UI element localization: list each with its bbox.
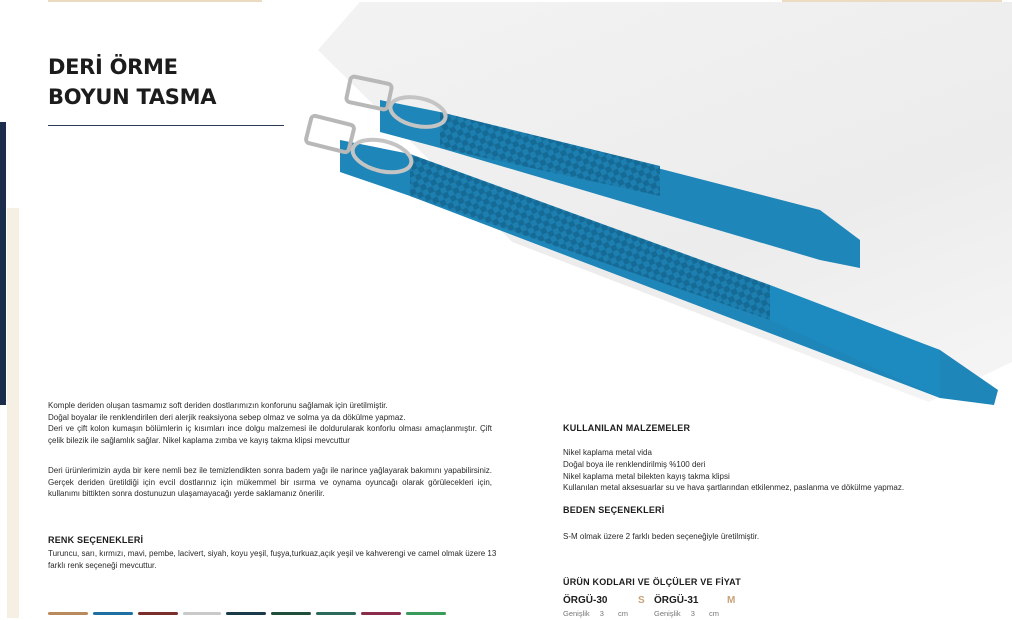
materials-item: Nikel kaplama metal bilekten kayış takma klipsi xyxy=(563,471,730,481)
title-underline xyxy=(48,125,284,126)
product-description xyxy=(48,400,492,446)
color-options-text: Turuncu, sarı, kırmızı, mavi, pembe, lacivert, siyah, koyu yeşil, fuşya,turkuaz,açık yeşil ve kahverengi ve camel olmak üzere 13 farklı renk seçeneği mevcuttur. xyxy=(48,549,497,570)
width-label: Genişlik xyxy=(654,609,681,618)
title-line-2: BOYUN TASMA xyxy=(48,85,217,109)
materials-heading: KULLANILAN MALZEMELER xyxy=(563,423,691,433)
color-swatch xyxy=(183,612,221,615)
color-swatch xyxy=(316,612,356,615)
product-code: ÖRGÜ-30 xyxy=(563,595,608,606)
side-accent-bar xyxy=(0,122,6,405)
size-label: S xyxy=(638,595,645,606)
color-swatch xyxy=(48,612,88,615)
color-options-heading: RENK SEÇENEKLERİ xyxy=(48,535,144,545)
width-spec xyxy=(654,609,719,618)
product-codes-heading: ÜRÜN KODLARI VE ÖLÇÜLER VE FİYAT xyxy=(563,577,741,587)
size-options-text: S-M olmak üzere 2 farklı beden seçeneğiyle üretilmiştir. xyxy=(563,532,760,541)
materials-list xyxy=(563,447,1003,494)
page-title xyxy=(48,52,216,112)
materials-item: Nikel kaplama metal vida xyxy=(563,448,652,457)
description-line: Deri ve çift kolon kumaşın bölümlerin iç kısımları ince dolgu malzemesi ile doldurularak konforlu olması amaçlanmıştır. Çift çelik bilezik ile sağlamlık sağlar. Nikel kaplama zımba ve kayış takma klipsi mevcuttur xyxy=(48,424,492,445)
top-rule-right xyxy=(782,0,1002,2)
top-rule-left xyxy=(48,0,262,2)
side-beige-bar xyxy=(7,208,19,618)
width-value: 3 xyxy=(599,609,604,618)
care-instructions: Deri ürünlerimizin ayda bir kere nemli bez ile temizlendikten sonra badem yağı ile narince yağlayarak bakımını yapabilirsiniz. Gerçek deriden üretildiği için evcil dostlarınız için mükemmel bir ısırma ve oynama oyuncağı olarak görülecekleri için, kullanımı bittikten sonra dostunuzun ulaşamayacağı yerde saklamanız önerilir. xyxy=(48,466,492,498)
title-line-1: DERİ ÖRME xyxy=(48,55,178,79)
size-label: M xyxy=(727,595,736,606)
product-code: ÖRGÜ-31 xyxy=(654,595,699,606)
color-swatch xyxy=(361,612,401,615)
color-swatch xyxy=(138,612,178,615)
color-swatch xyxy=(226,612,266,615)
description-line: Doğal boyalar ile renklendirilen deri alerjik reaksiyona sebep olmaz ve solma ya da dökülme yapmaz. xyxy=(48,412,406,422)
width-unit: cm xyxy=(618,609,629,618)
materials-item: Kullanılan metal aksesuarlar su ve hava şartlarından etkilenmez, paslanma ve dökülme yapmaz. xyxy=(563,483,905,493)
width-unit: cm xyxy=(709,609,720,618)
description-line: Komple deriden oluşan tasmamız soft deriden dostlarımızın konforunu sağlamak için üretilmiştir. xyxy=(48,401,388,410)
collar-front xyxy=(305,115,998,405)
width-label: Genişlik xyxy=(563,609,590,618)
width-value: 3 xyxy=(690,609,695,618)
color-swatch xyxy=(406,612,446,615)
collar-product-image xyxy=(300,70,1010,415)
materials-item: Doğal boya ile renklendirilmiş %100 deri xyxy=(563,459,706,469)
size-options-heading: BEDEN SEÇENEKLERİ xyxy=(563,505,665,515)
color-swatch xyxy=(93,612,133,615)
width-spec xyxy=(563,609,628,618)
color-swatch xyxy=(271,612,311,615)
